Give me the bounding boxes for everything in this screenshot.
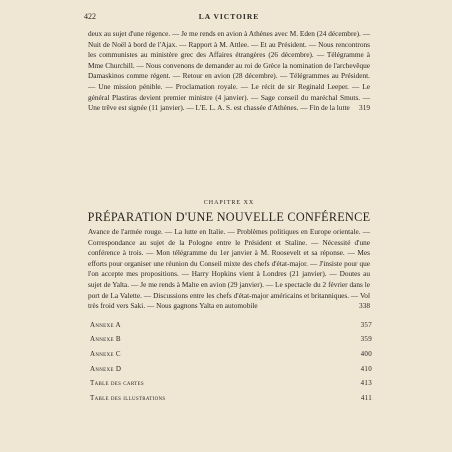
toc-row-table-des-cartes (90, 379, 372, 390)
toc-row-page: 357 (360, 321, 372, 329)
toc-row-page: 400 (360, 350, 372, 358)
running-title: LA VICTOIRE (198, 12, 260, 21)
page-number: 422 (84, 12, 96, 21)
toc-row-page: 413 (360, 379, 372, 387)
chapter-title: PRÉPARATION D'UNE NOUVELLE CONFÉRENCE (87, 210, 371, 224)
summary-text: deux au sujet d'une régence. — Je me rends en avion à Athènes avec M. Eden (24 décembre). — Nuit de Noël à bord de l'Ajax. — Rapport à M. Attlee. — Et au Président. — Nous rencontrons les communistes au ministère grec des Affaires étrangères (26 décembre). — Télégramme à Mme Churchill. — Nous convenons de demander au roi de Grèce la nomination de l'archevêque Damaskinos comme régent. — Retour en avion (28 décembre). — Télégrammes au Président. — Une mission pénible. — Proclamation royale. — Le récit de sir Reginald Leeper. — Le général Plastiras devient premier ministre (4 janvier). — Sage conseil du maréchal Smuts. — Une trêve est signée (11 janvier). — L'E. L. A. S. est chassée d'Athènes. — Fin de la lutte (88, 29, 370, 113)
toc-row-table-des-illustrations (90, 394, 372, 405)
toc-row-page: 410 (360, 365, 372, 373)
toc-row-label: Annexe B (90, 335, 121, 343)
toc-row-annexe-c (90, 350, 372, 361)
toc-row-page: 359 (360, 335, 372, 343)
toc-row-annexe-d (90, 365, 372, 376)
toc-entry-chapter-xix-summary (88, 29, 370, 114)
toc-row-label: Table des illustrations (90, 394, 166, 402)
toc-row-annexe-b (90, 335, 372, 346)
summary-page-number: 319 (359, 103, 370, 113)
toc-row-page: 411 (360, 394, 372, 402)
toc-entry-chapter-xx-summary (88, 227, 370, 312)
toc-row-label: Annexe D (90, 365, 122, 373)
summary-text: Avance de l'armée rouge. — La lutte en Italie. — Problèmes politiques en Europe orientale. — Correspondance au sujet de la Pologne entre le Président et Staline. — Nécessité d'une conférence à trois. — Mon télégramme du 1er janvier à M. Roosevelt et sa réponse. — Mes efforts pour organiser une réunion du Conseil mixte des chefs d'état-major. — J'insiste pour que l'on accepte mes propositions. — Harry Hopkins vient à Londres (21 janvier). — Doutes au sujet de Yalta. — Je me rends à Malte en avion (29 janvier). — Le spectacle du 2 février dans le port de La Valette. — Discussions entre les chefs d'état-major américains et britanniques. — Vol très froid vers Saki. — Nous gagnons Yalta en automobile (88, 227, 370, 311)
toc-row-label: Annexe A (90, 321, 121, 329)
chapter-label: CHAPITRE XX (203, 200, 255, 206)
toc-row-annexe-a (90, 321, 372, 332)
summary-page-number: 338 (359, 301, 370, 311)
toc-row-label: Annexe C (90, 350, 121, 358)
toc-row-label: Table des cartes (90, 379, 144, 387)
running-header (84, 12, 374, 24)
